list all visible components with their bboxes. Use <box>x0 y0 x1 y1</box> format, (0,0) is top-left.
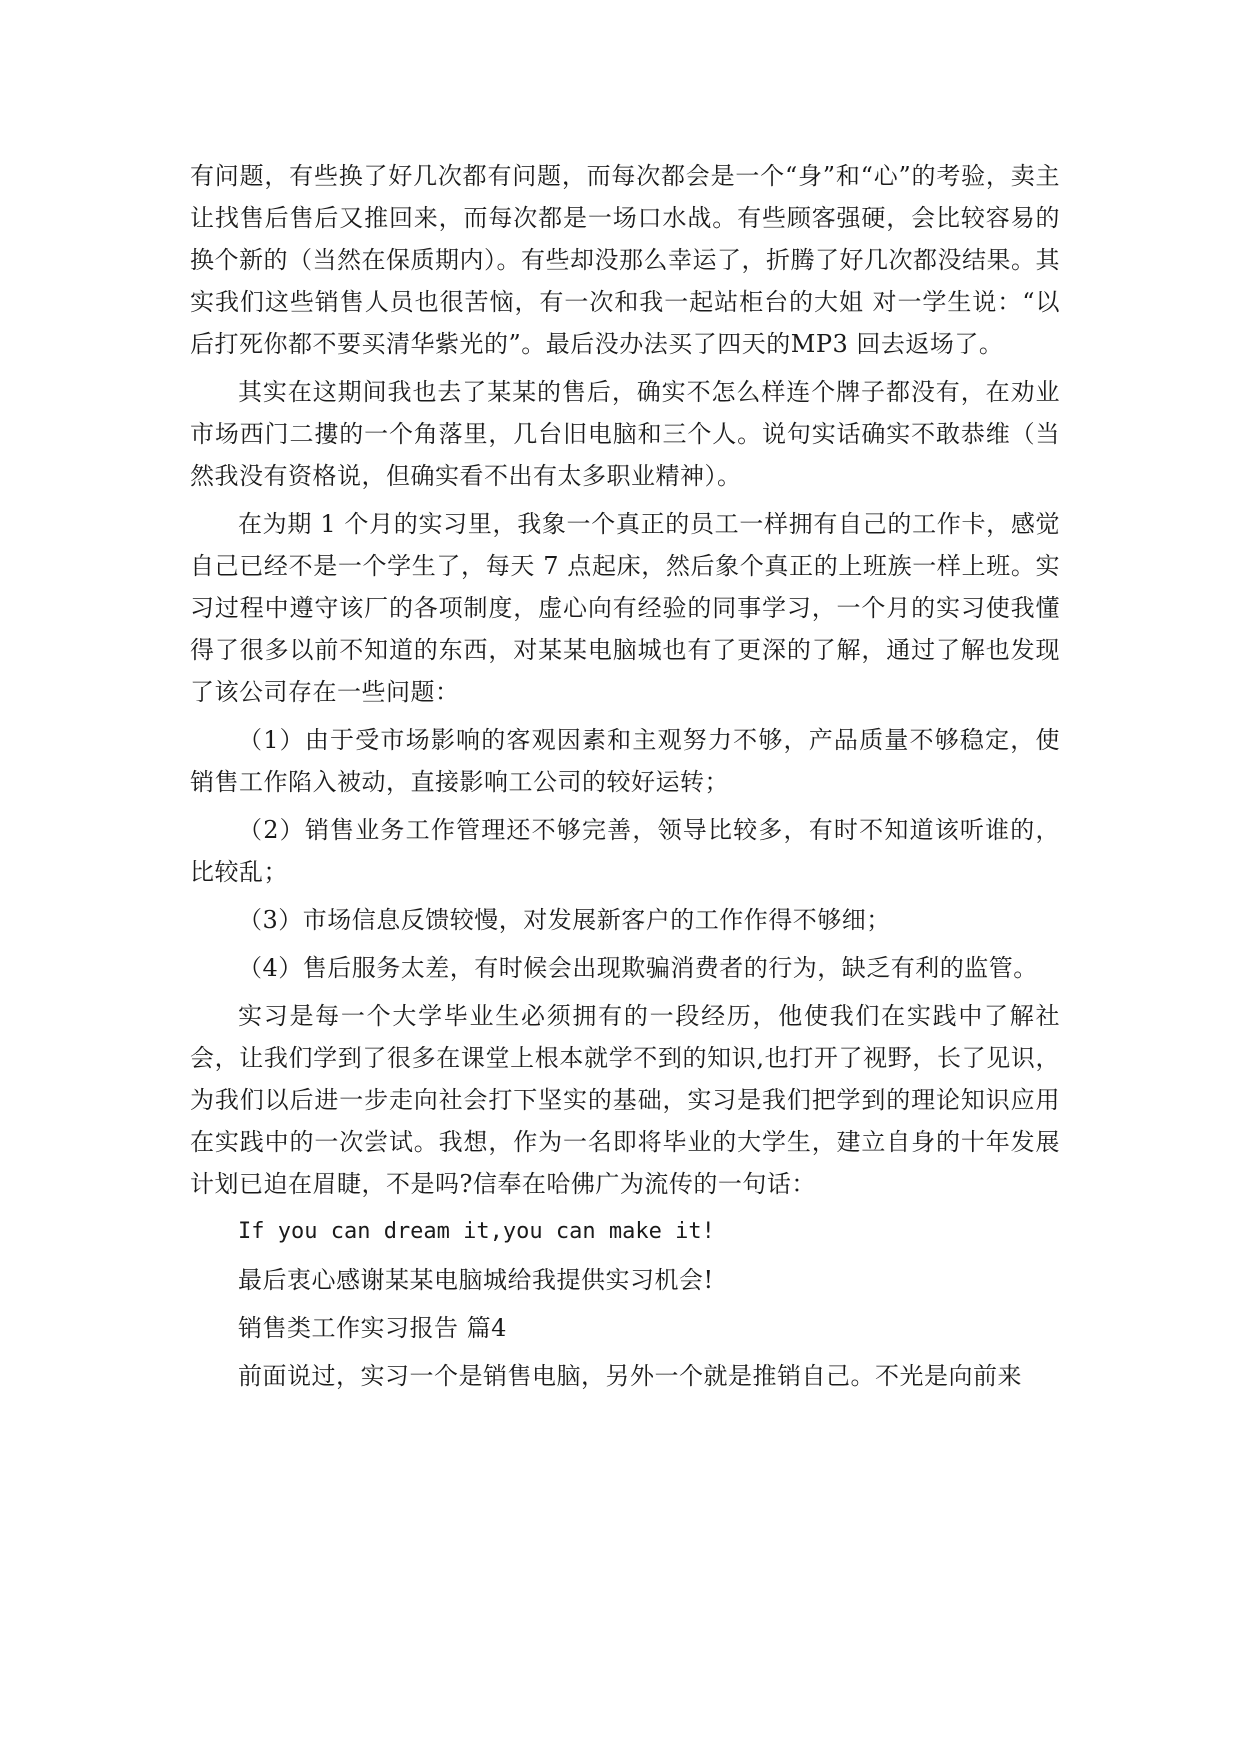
list-item-problem-2: （2）销售业务工作管理还不够完善，领导比较多，有时不知道该听谁的，比较乱； <box>190 816 1060 886</box>
paragraph-section-start: 前面说过，实习一个是销售电脑，另外一个就是推销自己。不光是向前来 <box>238 1362 1022 1390</box>
section-heading: 销售类工作实习报告 篇4 <box>238 1314 507 1342</box>
paragraph-internship-reflection: 实习是每一个大学毕业生必须拥有的一段经历，他使我们在实践中了解社会，让我们学到了很多在课堂上根本就学不到的知识,也打开了视野，长了见识，为我们以后进一步走向社会打下坚实的基础，实习是我们把学到的理论知识应用在实践中的一次尝试。我想，作为一名即将毕业的大学生，建立自身的十年发展计划已迫在眉睫，不是吗?信奉在哈佛广为流传的一句话： <box>190 1002 1060 1198</box>
list-item-problem-1: （1）由于受市场影响的客观因素和主观努力不够，产品质量不够稳定，使销售工作陷入被动，直接影响工公司的较好运转； <box>190 726 1060 796</box>
paragraph-thanks: 最后衷心感谢某某电脑城给我提供实习机会! <box>238 1266 714 1294</box>
paragraph-internship-month: 在为期 1 个月的实习里，我象一个真正的员工一样拥有自己的工作卡，感觉自己已经不是一个学生了，每天 7 点起床，然后象个真正的上班族一样上班。实习过程中遵守该厂的各项制度，虚心向有经验的同事学习，一个月的实习使我懂得了很多以前不知道的东西，对某某电脑城也有了更深的了解，通过了解也发现了该公司存在一些问题： <box>190 510 1060 706</box>
list-item-problem-3: （3）市场信息反馈较慢，对发展新客户的工作作得不够细； <box>238 906 891 934</box>
document-body <box>190 155 1060 1403</box>
paragraph-after-sales-issues: 有问题，有些换了好几次都有问题，而每次都会是一个“身”和“心”的考验，卖主让找售后售后又推回来，而每次都是一场口水战。有些顾客强硬，会比较容易的换个新的（当然在保质期内）。有些却没那么幸运了，折腾了好几次都没结果。其实我们这些销售人员也很苦恼，有一次和我一起站柜台的大姐 对一学生说：“以后打死你都不要买清华紫光的”。最后没办法买了四天的MP3 回去返场了。 <box>190 162 1060 358</box>
quote-english: If you can dream it,you can make it! <box>238 1219 715 1244</box>
paragraph-after-sales-visit: 其实在这期间我也去了某某的售后，确实不怎么样连个牌子都没有，在劝业市场西门二摟的一个角落里，几台旧电脑和三个人。说句实话确实不敢恭维（当然我没有资格说，但确实看不出有太多职业精神）。 <box>190 378 1060 490</box>
list-item-problem-4: （4）售后服务太差，有时候会出现欺骗消费者的行为，缺乏有利的监管。 <box>238 954 1038 982</box>
